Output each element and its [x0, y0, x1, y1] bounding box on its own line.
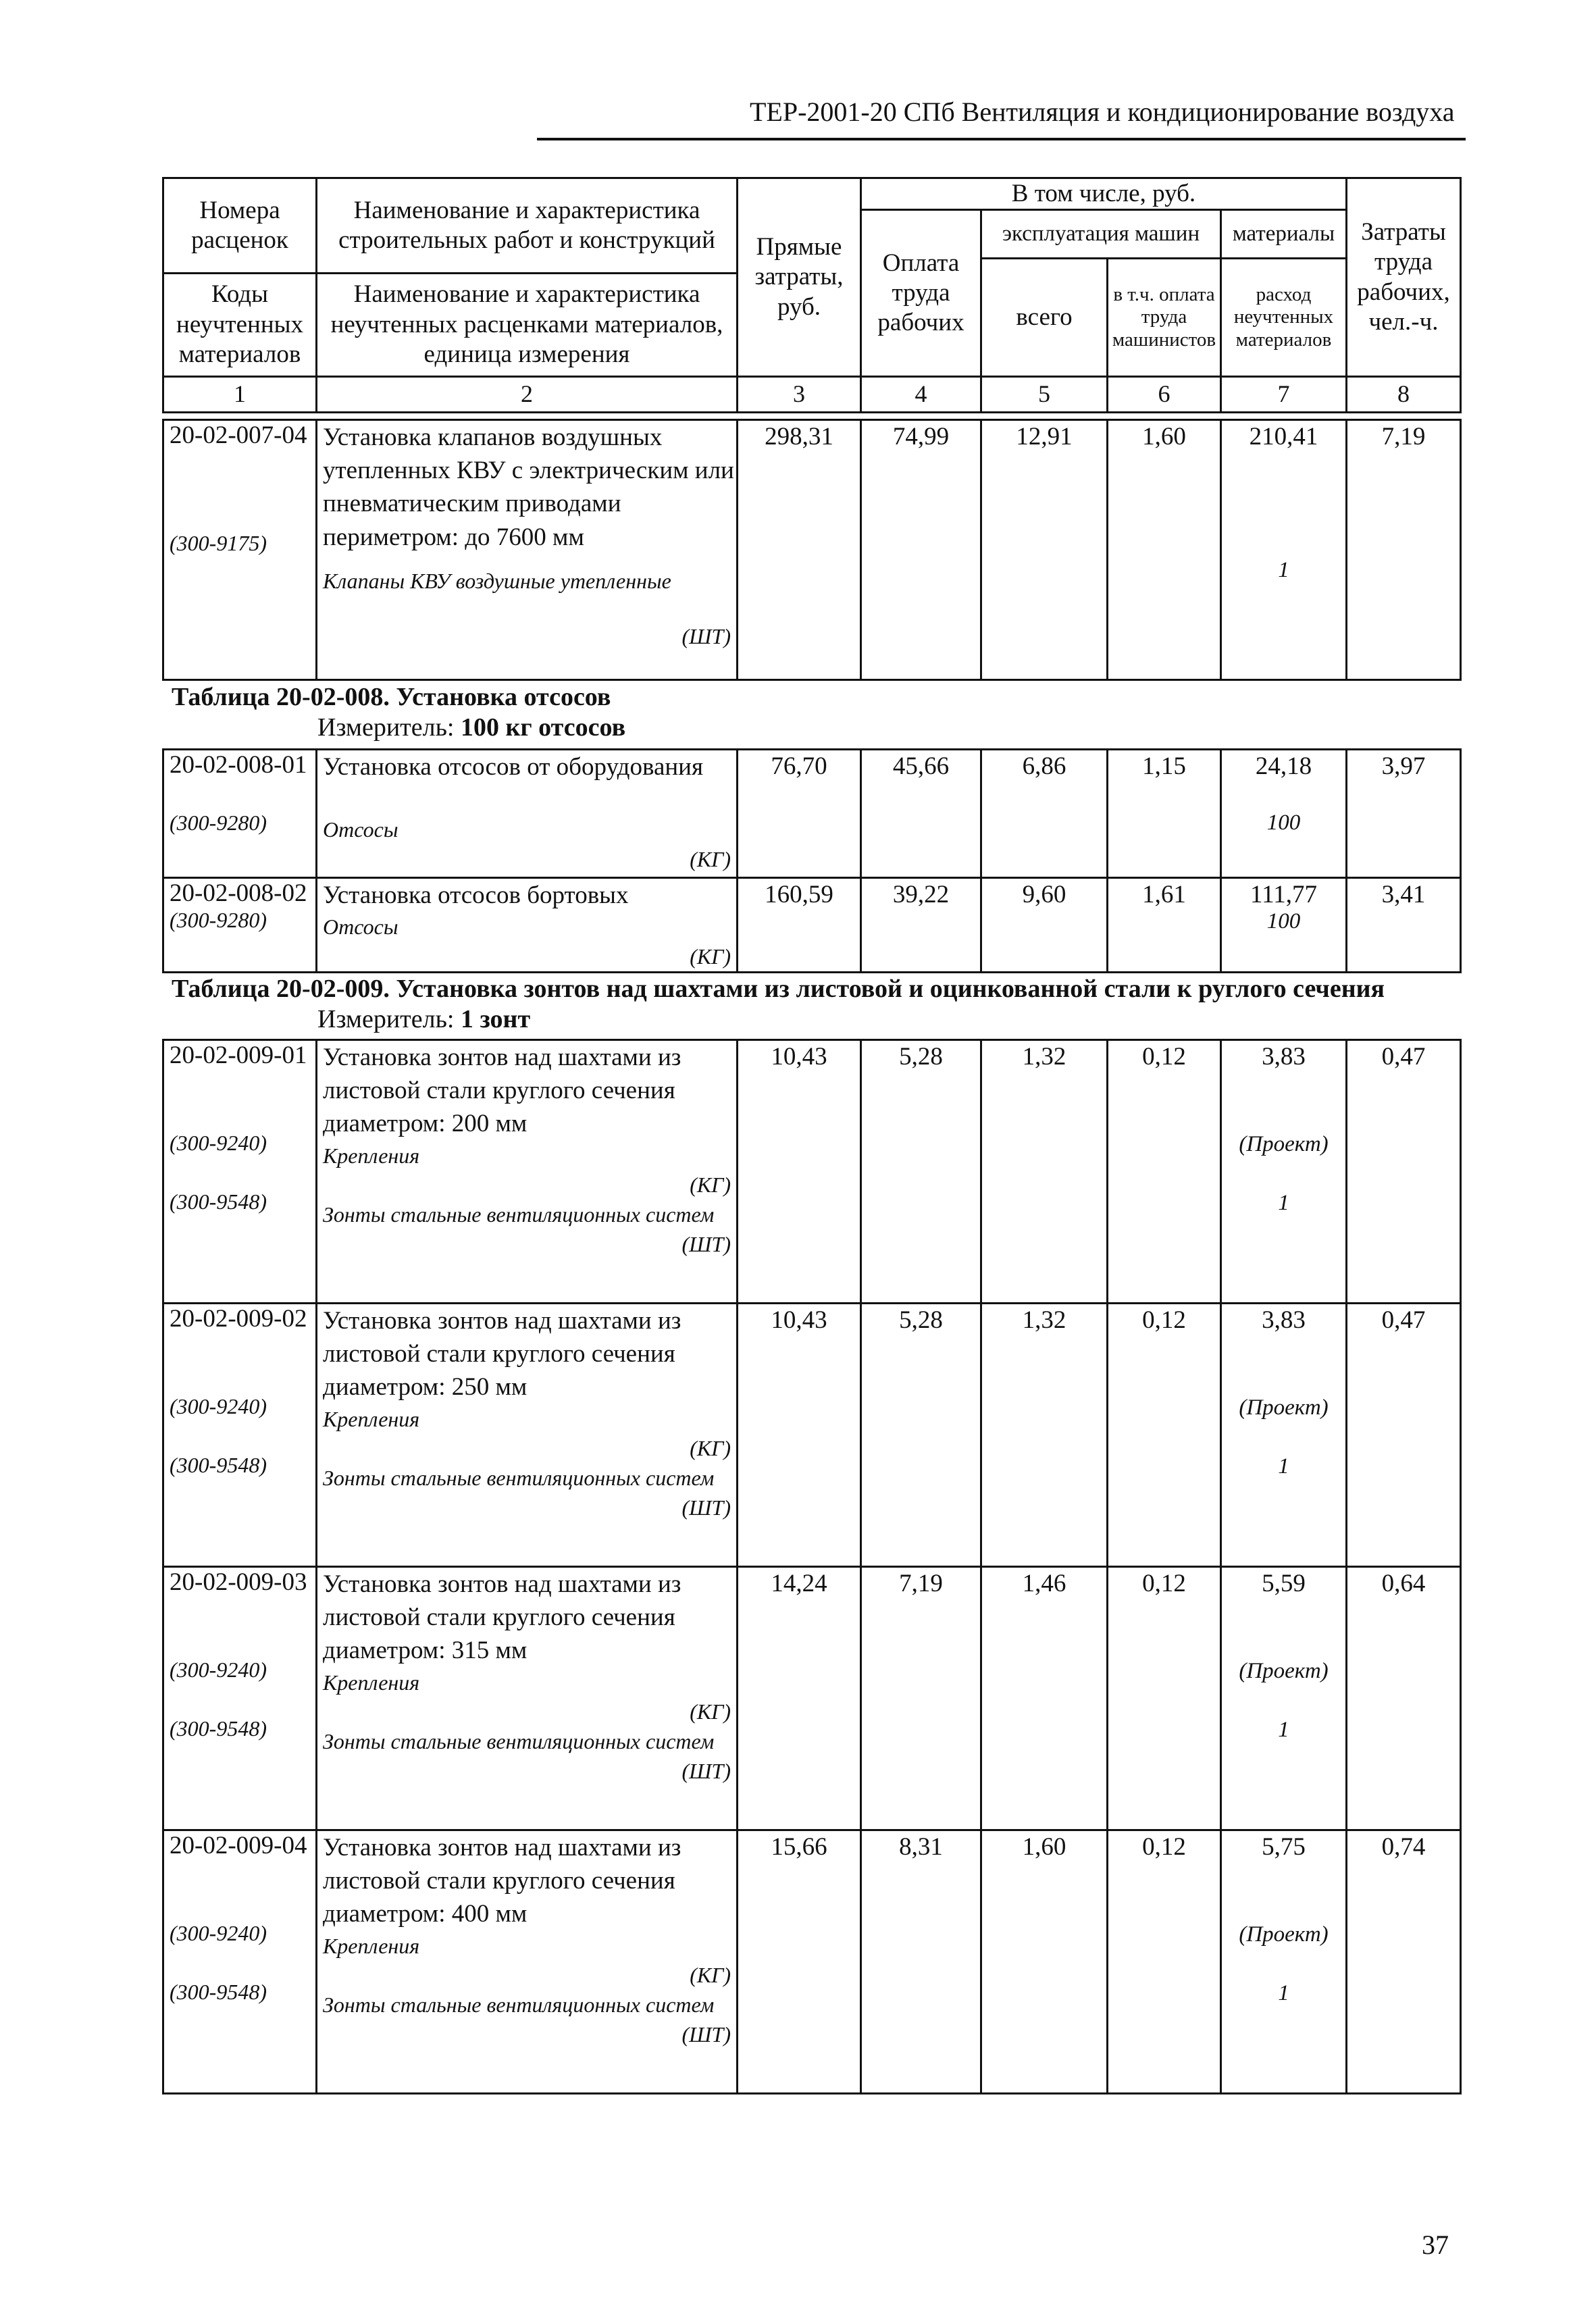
material-unit: (КГ): [690, 944, 731, 969]
direct-cost: 15,66: [738, 1830, 861, 2094]
material-name: Крепления: [323, 1933, 420, 1958]
rate-code: 20-02-009-03: [170, 1568, 307, 1596]
rate-code: 20-02-009-02: [170, 1305, 307, 1333]
material-unit: (ШТ): [681, 623, 731, 648]
material-unit: (ШТ): [681, 1231, 731, 1256]
table-row: [163, 878, 1461, 973]
material-name: Отсосы: [323, 817, 398, 842]
col6-header: в т.ч. оплата труда машинистов: [1108, 258, 1221, 376]
col-number: 7: [1221, 377, 1347, 413]
col1-bottom-header: Коды неучтенных материалов: [163, 274, 317, 377]
direct-cost: 298,31: [738, 420, 861, 680]
rate-name-cell: [317, 420, 738, 680]
column-header-table: [162, 177, 1462, 413]
direct-cost: 76,70: [738, 750, 861, 878]
machinist-pay: 0,12: [1108, 1304, 1221, 1567]
material-quantity: 100: [1266, 811, 1301, 835]
material-name: Зонты стальные вентиляционных систем: [323, 1992, 715, 2017]
rate-name: Установка зонтов над шахтами из листовой стали круглого сечения диаметром: 200 мм: [323, 1044, 681, 1138]
material-code: (300-9240): [170, 1394, 267, 1418]
rate-name-cell: [317, 1040, 738, 1304]
table-009: [162, 1039, 1462, 2094]
material-unit: (КГ): [690, 1173, 731, 1198]
direct-cost: 14,24: [738, 1567, 861, 1830]
labor-pay: 7,19: [861, 1567, 981, 1830]
material-name: Крепления: [323, 1406, 420, 1431]
col-number: 3: [738, 377, 861, 413]
labor-hours: 0,47: [1347, 1040, 1461, 1304]
machines-total: 1,32: [981, 1304, 1108, 1567]
material-unit: (КГ): [690, 1436, 731, 1461]
table-008-meter: [317, 713, 625, 742]
material-name: Крепления: [323, 1670, 420, 1695]
machines-total: 12,91: [981, 420, 1108, 680]
materials-cost: 210,41: [1249, 423, 1318, 451]
table-007: [162, 419, 1462, 681]
machinist-pay: 1,15: [1108, 750, 1221, 878]
labor-hours: 3,41: [1347, 878, 1461, 973]
labor-hours: 3,97: [1347, 750, 1461, 878]
labor-pay: 39,22: [861, 878, 981, 973]
col4-header: Оплата труда рабочих: [861, 210, 981, 377]
labor-hours: 0,74: [1347, 1830, 1461, 2094]
rate-code: 20-02-009-01: [170, 1042, 307, 1069]
material-unit: (ШТ): [681, 2022, 731, 2047]
col-number: 6: [1108, 377, 1221, 413]
material-unit: (КГ): [690, 847, 731, 871]
materials-cost: 3,83: [1262, 1043, 1306, 1071]
material-name: Зонты стальные вентиляционных систем: [323, 1728, 715, 1753]
labor-hours: 0,47: [1347, 1304, 1461, 1567]
rate-code: 20-02-009-04: [170, 1832, 307, 1859]
rate-name-cell: [317, 878, 738, 973]
group-header: В том числе, руб.: [861, 178, 1347, 210]
material-quantity: (Проект): [1239, 1132, 1329, 1156]
material-quantity: (Проект): [1239, 1395, 1329, 1420]
machines-total: 1,60: [981, 1830, 1108, 2094]
running-header: ТЕР-2001-20 СПб Вентиляция и кондиционирование воздуха: [750, 97, 1455, 127]
materials-header: материалы: [1221, 210, 1347, 258]
material-code: (300-9280): [170, 908, 267, 932]
material-quantity: 1: [1278, 1718, 1289, 1742]
materials-cost: 24,18: [1255, 752, 1312, 780]
rate-name: Установка клапанов воздушных утепленных КВУ с электрическим или пневматическим приводами периметром: до 7600 мм: [323, 423, 734, 551]
material-code: (300-9280): [170, 811, 267, 835]
rate-name: Установка отсосов от оборудования: [323, 753, 703, 781]
material-quantity: 1: [1278, 1454, 1289, 1479]
table-009-meter: [317, 1004, 530, 1034]
labor-pay: 8,31: [861, 1830, 981, 2094]
rate-code-cell: [163, 878, 317, 973]
materials-cell: [1221, 1830, 1347, 2094]
machines-total: 1,32: [981, 1040, 1108, 1304]
labor-hours: 0,64: [1347, 1567, 1461, 1830]
material-name: Отсосы: [323, 915, 398, 940]
col-number: 8: [1347, 377, 1461, 413]
table-row: [163, 750, 1461, 878]
material-code: (300-9548): [170, 1980, 267, 2004]
rate-code-cell: [163, 1040, 317, 1304]
material-code: (300-9240): [170, 1921, 267, 1945]
rate-name-cell: [317, 750, 738, 878]
material-code: (300-9240): [170, 1657, 267, 1682]
materials-cost: 5,59: [1262, 1570, 1306, 1597]
machinist-pay: 1,61: [1108, 878, 1221, 973]
col-number: 1: [163, 377, 317, 413]
direct-cost: 160,59: [738, 878, 861, 973]
machinist-pay: 0,12: [1108, 1830, 1221, 2094]
machinist-pay: 1,60: [1108, 420, 1221, 680]
material-quantity: 1: [1278, 1191, 1289, 1215]
material-quantity: 1: [1278, 1981, 1289, 2005]
col1-top-header: Номера расценок: [163, 178, 317, 274]
material-unit: (КГ): [690, 1963, 731, 1988]
meter-label: Измеритель:: [317, 1005, 455, 1033]
material-name: Зонты стальные вентиляционных систем: [323, 1202, 715, 1227]
direct-cost: 10,43: [738, 1304, 861, 1567]
page-number: 37: [1422, 2230, 1449, 2260]
table-row: [163, 420, 1461, 680]
machines-total: 1,46: [981, 1567, 1108, 1830]
meter-label: Измеритель:: [317, 713, 455, 742]
material-code: (300-9548): [170, 1189, 267, 1214]
rate-code-cell: [163, 1567, 317, 1830]
material-quantity: (Проект): [1239, 1659, 1329, 1683]
rate-name-cell: [317, 1830, 738, 2094]
rate-name-cell: [317, 1567, 738, 1830]
rate-name-cell: [317, 1304, 738, 1567]
rate-name: Установка зонтов над шахтами из листовой стали круглого сечения диаметром: 315 мм: [323, 1570, 681, 1665]
materials-cell: [1221, 1567, 1347, 1830]
material-quantity: 100: [1266, 909, 1301, 933]
rate-name: Установка зонтов над шахтами из листовой стали круглого сечения диаметром: 400 мм: [323, 1834, 681, 1928]
material-quantity: (Проект): [1239, 1922, 1329, 1947]
table-row: [163, 1040, 1461, 1304]
rate-code: 20-02-008-02: [170, 879, 307, 907]
materials-cell: [1221, 1304, 1347, 1567]
direct-cost: 10,43: [738, 1040, 861, 1304]
meter-value: 100 кг отсосов: [461, 713, 626, 742]
meter-value: 1 зонт: [461, 1005, 531, 1033]
col-number: 4: [861, 377, 981, 413]
rate-code-cell: [163, 750, 317, 878]
labor-pay: 74,99: [861, 420, 981, 680]
rate-name: Установка зонтов над шахтами из листовой стали круглого сечения диаметром: 250 мм: [323, 1307, 681, 1402]
materials-cell: [1221, 750, 1347, 878]
col7-header: расход неучтенных материалов: [1221, 258, 1347, 376]
table-row: [163, 1304, 1461, 1567]
col3-header: Прямые затраты, руб.: [738, 178, 861, 377]
materials-cell: [1221, 1040, 1347, 1304]
labor-hours: 7,19: [1347, 420, 1461, 680]
machines-total: 6,86: [981, 750, 1108, 878]
material-unit: (ШТ): [681, 1495, 731, 1520]
material-code: (300-9548): [170, 1716, 267, 1741]
material-code: (300-9175): [170, 531, 267, 555]
material-quantity: 1: [1278, 558, 1289, 582]
materials-cost: 5,75: [1262, 1833, 1306, 1861]
col-number: 2: [317, 377, 738, 413]
labor-pay: 5,28: [861, 1304, 981, 1567]
rate-code-cell: [163, 1304, 317, 1567]
material-code: (300-9240): [170, 1131, 267, 1155]
materials-cell: [1221, 420, 1347, 680]
machines-header: эксплуатация машин: [981, 210, 1221, 258]
rate-code: 20-02-007-04: [170, 421, 307, 449]
rate-code-cell: [163, 1830, 317, 2094]
material-name: Зонты стальные вентиляционных систем: [323, 1465, 715, 1490]
rate-code: 20-02-008-01: [170, 751, 307, 779]
table-008: [162, 748, 1462, 973]
table-row: [163, 1830, 1461, 2094]
machinist-pay: 0,12: [1108, 1567, 1221, 1830]
rate-name: Установка отсосов бортовых: [323, 881, 629, 909]
machines-total: 9,60: [981, 878, 1108, 973]
rate-code-cell: [163, 420, 317, 680]
table-009-title: Таблица 20-02-009. Установка зонтов над шахтами из листовой и оцинкованной стали к руглого сечения: [172, 975, 1385, 1003]
materials-cost: 111,77: [1250, 881, 1317, 908]
material-unit: (КГ): [690, 1699, 731, 1724]
col2-bottom-header: Наименование и характеристика неучтенных расценками материалов, единица измерения: [317, 274, 738, 377]
table-008-title: Таблица 20-02-008. Установка отсосов: [172, 683, 611, 711]
col8-header: Затраты труда рабочих, чел.-ч.: [1347, 178, 1461, 377]
material-code: (300-9548): [170, 1453, 267, 1477]
col5-header: всего: [981, 258, 1108, 376]
materials-cell: [1221, 878, 1347, 973]
labor-pay: 5,28: [861, 1040, 981, 1304]
labor-pay: 45,66: [861, 750, 981, 878]
machinist-pay: 0,12: [1108, 1040, 1221, 1304]
material-name: Крепления: [323, 1143, 420, 1168]
col2-top-header: Наименование и характеристика строительных работ и конструкций: [317, 178, 738, 274]
table-row: [163, 1567, 1461, 1830]
materials-cost: 3,83: [1262, 1306, 1306, 1334]
col-number: 5: [981, 377, 1108, 413]
header-rule: [537, 138, 1466, 140]
material-name: Клапаны КВУ воздушные утепленные: [323, 568, 671, 593]
material-unit: (ШТ): [681, 1758, 731, 1783]
